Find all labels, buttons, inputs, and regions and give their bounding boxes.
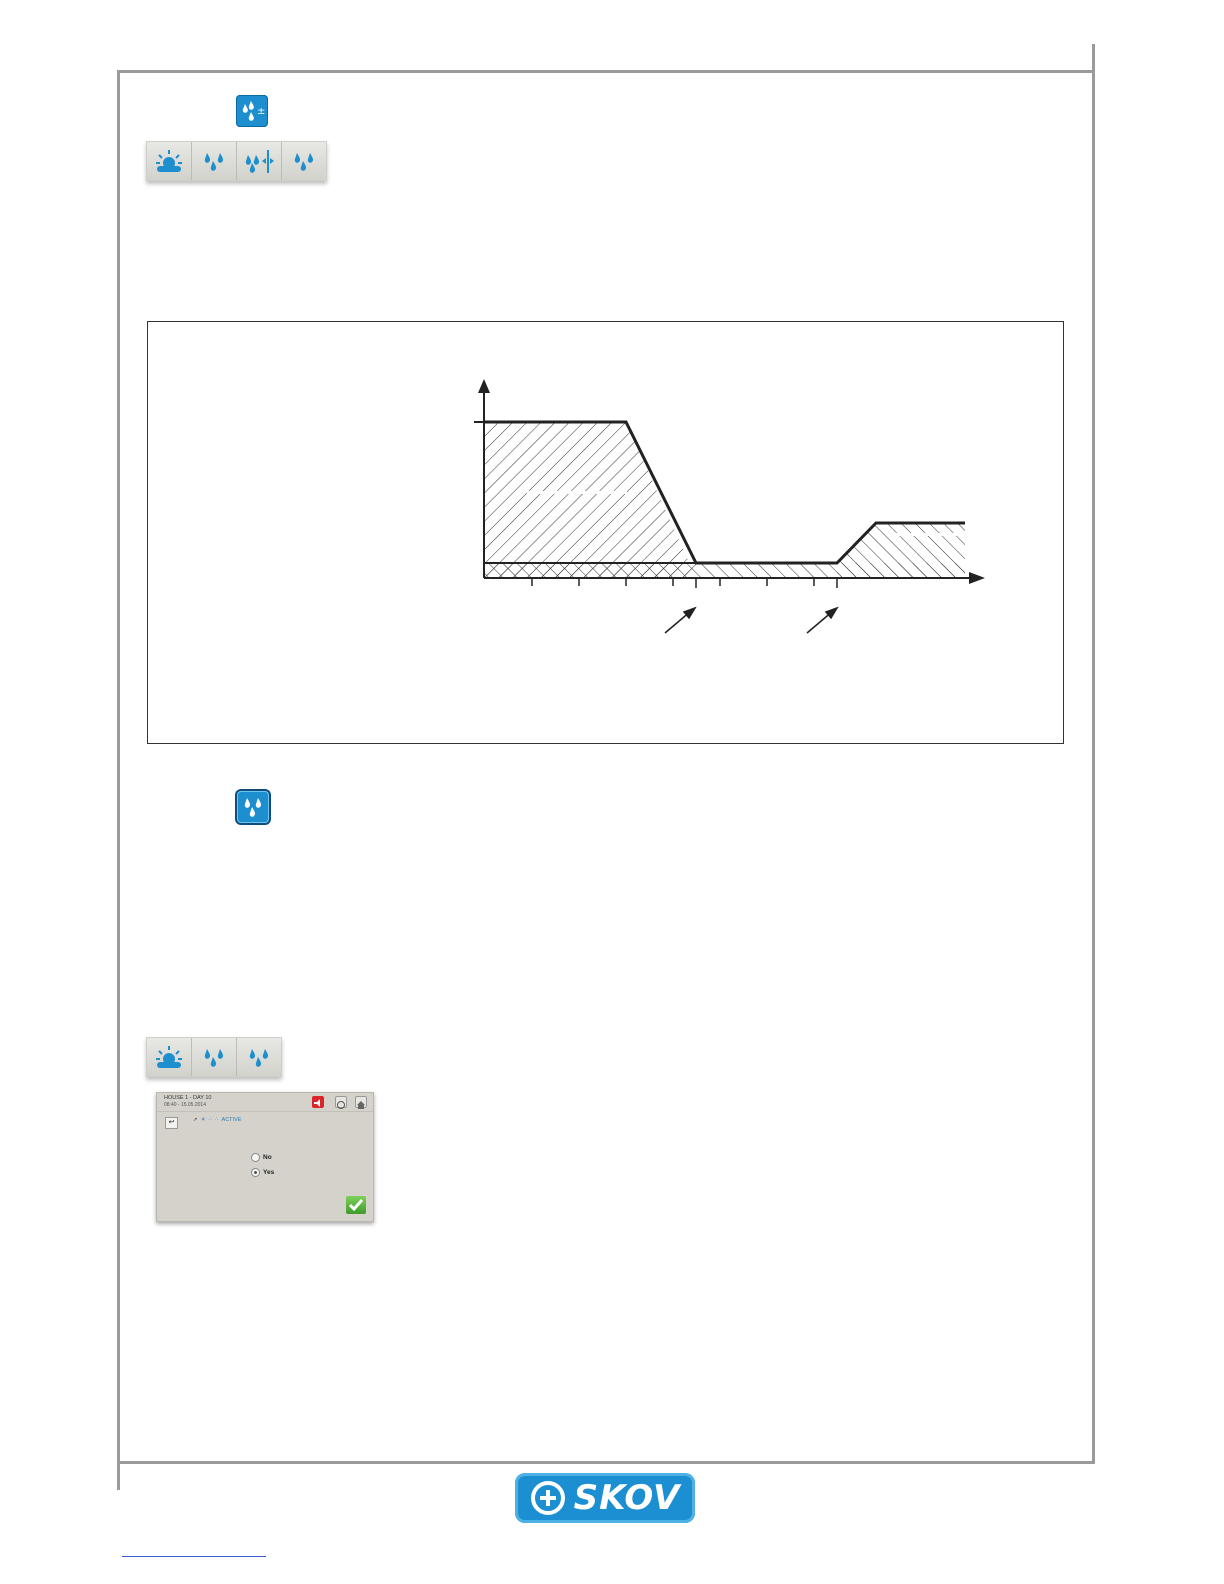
skov-logo-mark (530, 1480, 566, 1516)
footer-link-underline[interactable] (122, 1556, 266, 1557)
alarm-icon[interactable] (312, 1096, 324, 1108)
humidity-drops-icon: ∴ (208, 1117, 213, 1123)
svg-text:±: ± (257, 106, 266, 117)
radio-yes[interactable] (251, 1168, 260, 1177)
option-no-label: No (263, 1154, 272, 1161)
weather-sun-icon: ☀ (200, 1117, 206, 1123)
screen-header (157, 1093, 373, 1112)
screen-title: HOUSE 1 - DAY 10 (164, 1095, 212, 1101)
humidity-drops-icon[interactable] (237, 1038, 281, 1076)
humidity-diagram (147, 321, 1064, 744)
page-frame-top (117, 70, 1095, 73)
radio-no[interactable] (251, 1153, 260, 1162)
diagram-arrow-2 (807, 608, 837, 633)
menu-path (193, 1117, 241, 1123)
page-frame-right (1092, 44, 1095, 1464)
humidity-drops-icon: ∴ (215, 1117, 219, 1123)
humidity-drops-icon[interactable] (282, 142, 326, 180)
option-yes-label: Yes (263, 1169, 275, 1176)
menu-path-toolbar (146, 141, 327, 181)
path-status: ACTIVE (221, 1117, 242, 1123)
wrench-icon: ➚ (193, 1117, 198, 1123)
humidity-icon (237, 791, 269, 823)
option-no[interactable] (251, 1153, 272, 1162)
page-frame-left (117, 70, 120, 1490)
weather-sun-icon[interactable] (147, 1038, 192, 1076)
page-frame-bottom (117, 1461, 1095, 1464)
option-yes[interactable] (251, 1168, 274, 1177)
confirm-check-icon[interactable] (346, 1196, 366, 1214)
humidity-drops-icon[interactable] (192, 142, 237, 180)
weather-sun-icon[interactable] (147, 142, 192, 180)
diagram-arrow-1 (665, 608, 695, 633)
controller-screen (156, 1092, 374, 1222)
logo-text: SKOV (573, 1478, 681, 1518)
menu-path-toolbar-2 (146, 1037, 282, 1077)
humidity-drops-icon[interactable] (192, 1038, 237, 1076)
clock-icon[interactable] (335, 1096, 347, 1108)
skov-logo (515, 1473, 695, 1523)
home-icon[interactable] (355, 1096, 367, 1108)
screen-date: 08:40 - 15.05.2014 (164, 1102, 206, 1108)
humidity-split-icon[interactable] (237, 142, 282, 180)
humidity-adjust-icon (236, 95, 268, 127)
back-button[interactable]: ↩ (165, 1117, 178, 1129)
